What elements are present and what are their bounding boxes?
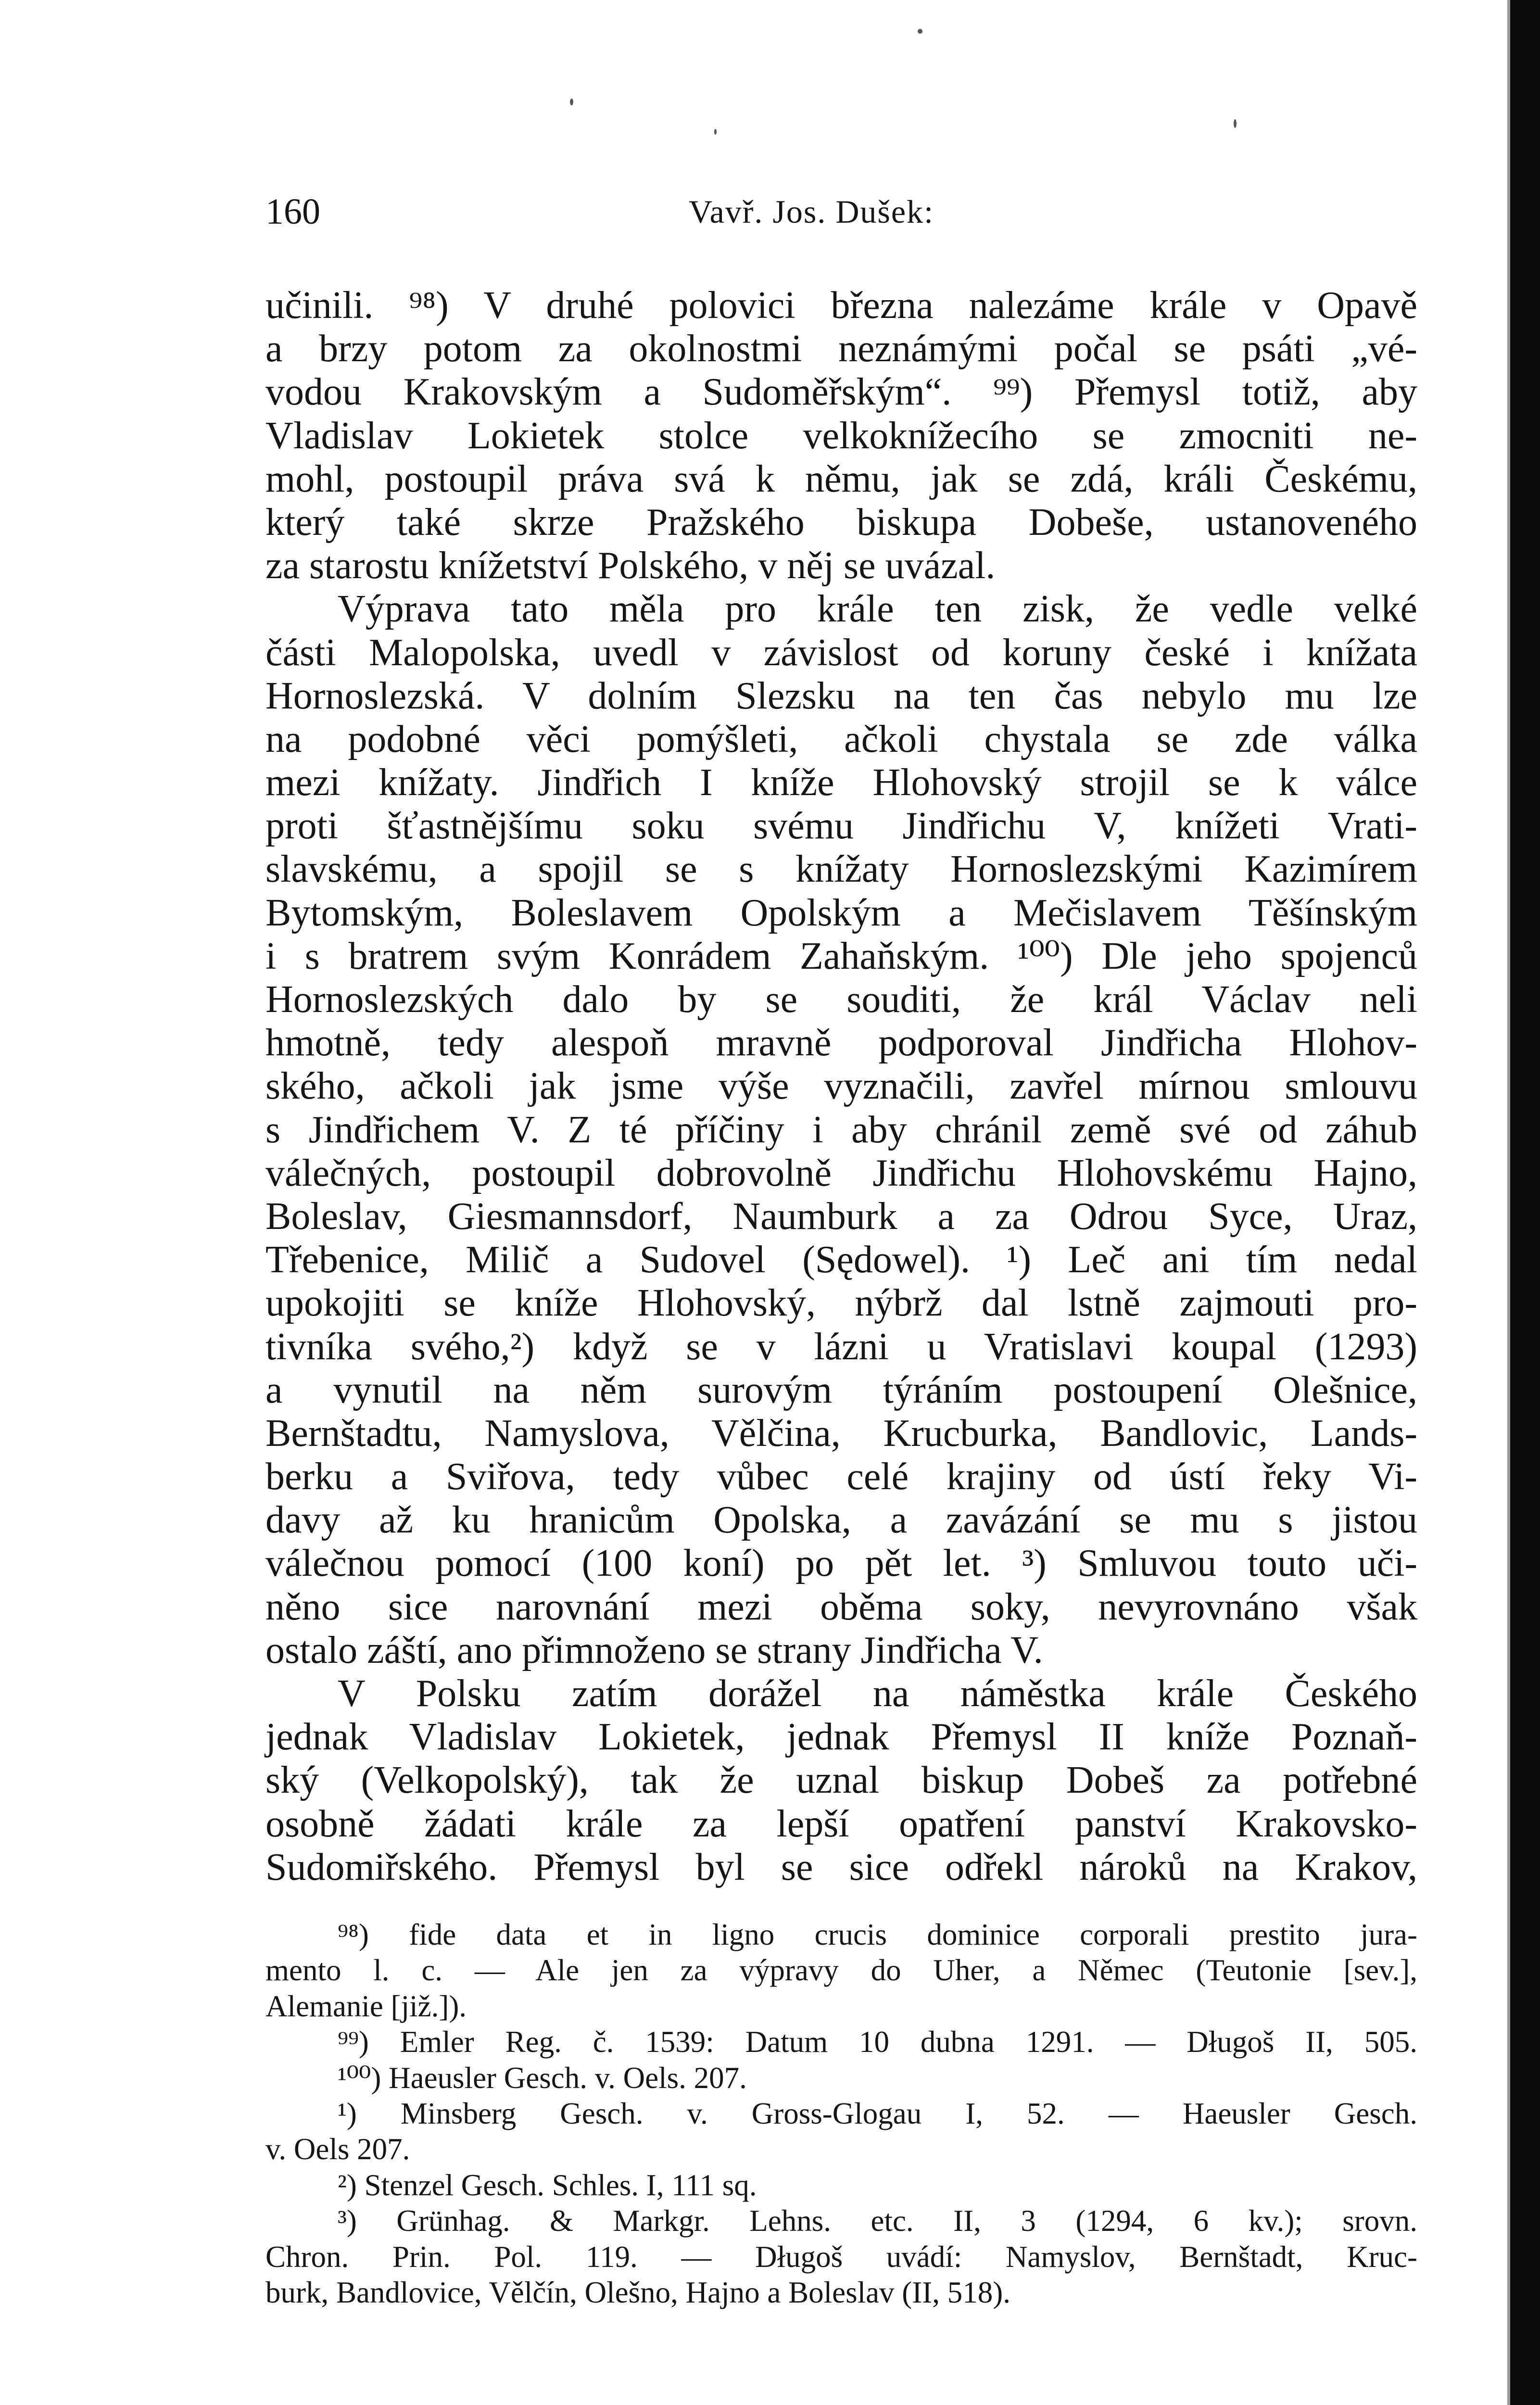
text-line: vodou Krakovským a Sudoměřským“. ⁹⁹) Přemysl totiž, aby <box>265 371 1417 414</box>
footnote-line: Chron. Prin. Pol. 119. — Długoš uvádí: Namyslov, Bernštadt, Kruc- <box>265 2240 1417 2274</box>
text-line: mezi knížaty. Jindřich I kníže Hlohovský strojil se k válce <box>265 761 1417 804</box>
text-line: i s bratrem svým Konrádem Zahaňským. ¹⁰⁰) Dle jeho spojenců <box>265 935 1417 977</box>
page-edge-border <box>1510 0 1540 2405</box>
footnote-line: v. Oels 207. <box>265 2132 410 2166</box>
text-line: Hornoslezských dalo by se souditi, že král Václav neli <box>265 978 1417 1021</box>
text-line: Sudomiřského. Přemysl byl se sice odřekl nároků na Krakov, <box>265 1846 1417 1888</box>
text-line: válečnou pomocí (100 koní) po pět let. ³) Smluvou touto uči- <box>265 1542 1417 1585</box>
text-line: který také skrze Pražského biskupa Dobeše, ustanoveného <box>265 501 1417 544</box>
footnote-line: ²) Stenzel Gesch. Schles. I, 111 sq. <box>338 2168 757 2202</box>
page-header <box>265 185 1420 238</box>
text-line: a brzy potom za okolnostmi neznámými počal se psáti „vé- <box>265 328 1417 370</box>
text-line: ský (Velkopolský), tak že uznal biskup Dobeš za potřebné <box>265 1759 1417 1802</box>
text-line: části Malopolska, uvedl v závislost od koruny české i knížata <box>265 631 1417 674</box>
footnote-line: ¹) Minsberg Gesch. v. Gross-Glogau I, 52. — Haeusler Gesch. <box>338 2096 1417 2130</box>
footnote-line: ⁹⁹) Emler Reg. č. 1539: Datum 10 dubna 1291. — Długoš II, 505. <box>338 2025 1417 2059</box>
footnote-line: burk, Bandlovice, Vělčín, Olešno, Hajno a Boleslav (II, 518). <box>265 2275 1010 2309</box>
text-line: V Polsku zatím dorážel na náměstka krále Českého <box>338 1672 1417 1715</box>
text-line: berku a Sviřova, tedy vůbec celé krajiny od ústí řeky Vi- <box>265 1456 1417 1498</box>
footnote-line: Alemanie [již.]). <box>265 1989 467 2023</box>
text-line: učinili. ⁹⁸) V druhé polovici března nalezáme krále v Opavě <box>265 284 1417 327</box>
scan-speck <box>1234 119 1237 128</box>
text-line: davy až ku hranicům Opolska, a zavázání se mu s jistou <box>265 1499 1417 1542</box>
text-line: proti šťastnějšímu soku svému Jindřichu V, knížeti Vrati- <box>265 805 1417 848</box>
scan-speck <box>714 129 717 135</box>
text-line: něno sice narovnání mezi oběma soky, nevyrovnáno však <box>265 1585 1417 1628</box>
text-line: hmotně, tedy alespoň mravně podporoval Jindřicha Hlohov- <box>265 1022 1417 1064</box>
footnote-line: ⁹⁸) fide data et in ligno crucis dominice corporali prestito jura- <box>338 1918 1417 1951</box>
footnotes <box>265 1917 1417 2310</box>
footnote-line: ¹⁰⁰) Haeusler Gesch. v. Oels. 207. <box>338 2061 747 2095</box>
text-line: slavskému, a spojil se s knížaty Hornoslezskými Kazimírem <box>265 848 1417 891</box>
text-line: Vladislav Lokietek stolce velkoknížecího se zmocniti ne- <box>265 414 1417 457</box>
main-text <box>265 284 1417 1889</box>
text-line: za starostu knížetství Polského, v něj se uvázal. <box>265 544 996 587</box>
text-line: ského, ačkoli jak jsme výše vyznačili, zavřel mírnou smlouvu <box>265 1065 1417 1108</box>
text-line: Boleslav, Giesmannsdorf, Naumburk a za Odrou Syce, Uraz, <box>265 1195 1417 1238</box>
text-line: a vynutil na něm surovým týráním postoupení Olešnice, <box>265 1368 1417 1411</box>
text-line: Výprava tato měla pro krále ten zisk, že vedle velké <box>338 588 1417 631</box>
text-line: upokojiti se kníže Hlohovský, nýbrž dal lstně zajmouti pro- <box>265 1282 1417 1325</box>
text-line: jednak Vladislav Lokietek, jednak Přemysl II kníže Poznaň- <box>265 1716 1417 1759</box>
text-line: Třebenice, Milič a Sudovel (Sędowel). ¹) Leč ani tím nedal <box>265 1239 1417 1281</box>
text-line: Hornoslezská. V dolním Slezsku na ten čas nebylo mu lze <box>265 674 1417 717</box>
text-line: Bernštadtu, Namyslova, Vělčina, Krucburka, Bandlovic, Lands- <box>265 1412 1417 1455</box>
page-number: 160 <box>265 191 320 232</box>
text-line: s Jindřichem V. Z té příčiny i aby chránil země své od záhub <box>265 1108 1417 1151</box>
text-line: ostalo záští, ano přimnoženo se strany Jindřicha V. <box>265 1629 1043 1671</box>
text-line: osobně žádati krále za lepší opatření panství Krakovsko- <box>265 1802 1417 1845</box>
footnote-line: ³) Grünhag. & Markgr. Lehns. etc. II, 3 (1294, 6 kv.); srovn. <box>338 2204 1417 2238</box>
scan-speck <box>570 99 573 105</box>
footnote-line: mento l. c. — Ale jen za výpravy do Uher, a Němec (Teutonie [sev.], <box>265 1953 1417 1987</box>
text-line: Bytomským, Boleslavem Opolským a Mečislavem Těšínským <box>265 891 1417 934</box>
text-line: válečných, postoupil dobrovolně Jindřichu Hlohovskému Hajno, <box>265 1152 1417 1194</box>
running-head: Vavř. Jos. Dušek: <box>689 193 934 230</box>
scan-speck <box>918 29 922 34</box>
text-line: na podobné věci pomýšleti, ačkoli chystala se zde válka <box>265 718 1417 760</box>
text-line: mohl, postoupil práva svá k němu, jak se zdá, králi Českému, <box>265 457 1417 500</box>
text-line: tivníka svého,²) když se v lázni u Vratislavi koupal (1293) <box>265 1325 1417 1368</box>
